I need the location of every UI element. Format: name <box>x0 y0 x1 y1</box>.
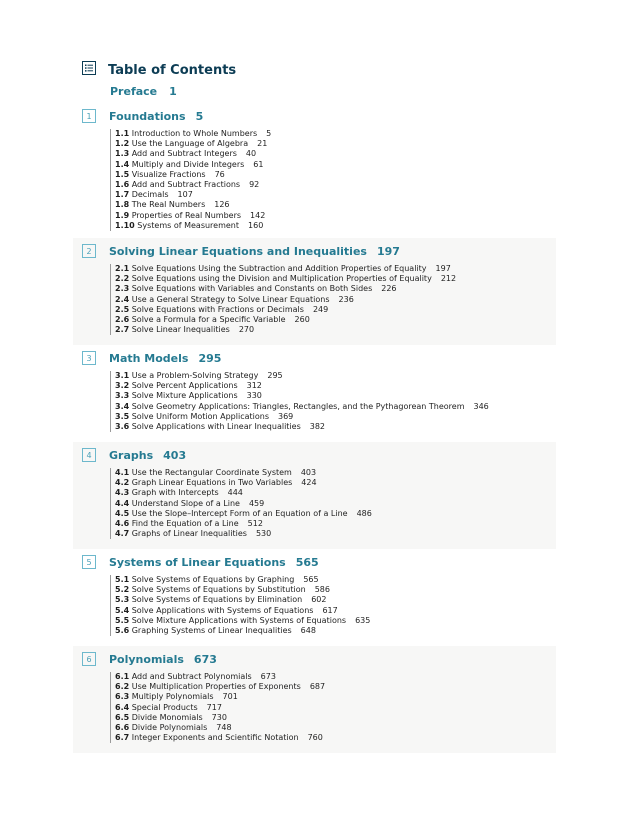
section-number: 2.7 <box>115 325 130 335</box>
section-number: 1.10 <box>115 220 135 230</box>
section-number: 2.5 <box>115 304 130 314</box>
section-title: Use a Problem-Solving Strategy <box>131 371 259 380</box>
section-title: Add and Subtract Integers <box>131 149 237 159</box>
chapter-page: 673 <box>193 652 217 666</box>
section-page: 717 <box>206 702 222 712</box>
chapter-title <box>109 556 319 569</box>
section-item[interactable] <box>115 170 556 180</box>
section-item[interactable] <box>115 129 556 139</box>
section-page: 530 <box>255 529 272 539</box>
section-title: Graphs of Linear Inequalities <box>131 529 247 539</box>
preface-page: 1 <box>169 85 177 98</box>
section-title: Solve Geometry Applications: Triangles, Rectangles, and the Pythagorean Theorem <box>131 401 465 411</box>
section-number: 5.3 <box>115 595 130 605</box>
chapter-title-text: Polynomials <box>109 652 184 666</box>
chapter-title <box>109 110 203 123</box>
section-title: Multiply and Divide Integers <box>131 159 245 169</box>
chapter-heading[interactable] <box>73 549 556 575</box>
section-item[interactable] <box>115 723 556 733</box>
section-item[interactable] <box>115 325 556 335</box>
section-title: Solve Applications with Systems of Equations <box>131 605 314 615</box>
section-item[interactable] <box>115 305 556 315</box>
chapter-title-text: Graphs <box>109 448 154 462</box>
section-title: Solve Percent Applications <box>131 381 238 391</box>
section-item[interactable] <box>115 672 556 682</box>
chapter-title-text: Solving Linear Equations and Inequalities <box>109 244 367 258</box>
section-number: 5.2 <box>115 585 130 595</box>
section-number: 5.5 <box>115 615 130 625</box>
section-number: 4.3 <box>115 488 130 498</box>
section-number: 6.5 <box>115 712 130 722</box>
section-title: Solve Uniform Motion Applications <box>131 411 269 421</box>
list-icon <box>82 61 96 75</box>
section-title: Use the Language of Algebra <box>131 139 249 149</box>
chapter-title-text: Systems of Linear Equations <box>109 555 286 569</box>
section-list <box>110 575 556 636</box>
section-page: 5 <box>266 129 272 138</box>
chapter-number-badge: 2 <box>82 244 96 258</box>
section-page: 76 <box>214 169 225 179</box>
section-number: 3.6 <box>115 422 130 432</box>
section-number: 5.1 <box>115 575 130 584</box>
section-title: Systems of Measurement <box>137 220 240 230</box>
section-title: Solve Systems of Equations by Elimination <box>131 595 303 605</box>
section-item[interactable] <box>115 585 556 595</box>
section-title: Graphing Systems of Linear Inequalities <box>131 626 292 636</box>
section-item[interactable] <box>115 595 556 605</box>
section-number: 5.4 <box>115 605 130 615</box>
section-number: 4.6 <box>115 519 130 529</box>
section-title: Divide Monomials <box>131 712 203 722</box>
chapter-number-badge: 4 <box>82 448 96 462</box>
section-number: 6.4 <box>115 702 130 712</box>
section-number: 5.6 <box>115 626 130 636</box>
section-title: Solve Systems of Equations by Substitution <box>131 585 306 595</box>
section-number: 1.2 <box>115 139 130 149</box>
section-item[interactable] <box>115 412 556 422</box>
chapter-3 <box>73 345 556 442</box>
section-number: 6.6 <box>115 723 130 733</box>
section-title: Use a General Strategy to Solve Linear Equations <box>131 294 330 304</box>
section-list <box>110 672 556 743</box>
chapter-heading[interactable] <box>73 646 556 672</box>
section-item[interactable] <box>115 606 556 616</box>
section-item[interactable] <box>115 468 556 478</box>
section-item[interactable] <box>115 149 556 159</box>
chapter-4 <box>73 442 556 549</box>
section-list <box>110 371 556 432</box>
section-page: 197 <box>435 264 451 273</box>
section-item[interactable] <box>115 139 556 149</box>
section-item[interactable] <box>115 733 556 743</box>
section-item[interactable] <box>115 371 556 381</box>
section-title: Integer Exponents and Scientific Notation <box>131 733 299 743</box>
section-page: 424 <box>301 478 317 488</box>
section-title: Solve Equations using the Division and Multiplication Properties of Equality <box>131 274 432 284</box>
section-title: Graph Linear Equations in Two Variables <box>131 478 293 488</box>
section-page: 635 <box>355 615 371 625</box>
section-title: Solve a Formula for a Specific Variable <box>131 315 286 325</box>
section-item[interactable] <box>115 180 556 190</box>
section-item[interactable] <box>115 509 556 519</box>
section-number: 1.8 <box>115 200 130 210</box>
section-title: Special Products <box>131 702 198 712</box>
section-item[interactable] <box>115 381 556 391</box>
section-number: 6.1 <box>115 672 130 681</box>
chapter-number-badge: 1 <box>82 109 96 123</box>
chapter-1 <box>73 103 556 237</box>
section-number: 6.2 <box>115 682 130 692</box>
section-list <box>110 129 556 231</box>
section-page: 295 <box>267 371 283 380</box>
section-item[interactable] <box>115 391 556 401</box>
section-page: 92 <box>249 180 260 190</box>
section-item[interactable] <box>115 529 556 539</box>
section-title: Graph with Intercepts <box>131 488 219 498</box>
section-page: 617 <box>322 605 338 615</box>
section-item[interactable] <box>115 160 556 170</box>
section-number: 2.1 <box>115 264 130 273</box>
chapter-heading[interactable] <box>73 442 556 468</box>
section-page: 126 <box>214 200 230 210</box>
section-page: 748 <box>216 723 232 733</box>
section-item[interactable] <box>115 402 556 412</box>
section-page: 459 <box>248 498 265 508</box>
section-title: Find the Equation of a Line <box>131 519 239 529</box>
section-page: 160 <box>248 220 264 230</box>
section-number: 4.7 <box>115 529 130 539</box>
section-page: 346 <box>473 401 489 411</box>
section-title: Use Multiplication Properties of Exponents <box>131 682 301 692</box>
section-title: Multiply Polynomials <box>131 692 214 702</box>
section-number: 1.3 <box>115 149 130 159</box>
section-number: 1.9 <box>115 210 130 220</box>
section-number: 1.5 <box>115 169 130 179</box>
section-page: 330 <box>246 391 262 401</box>
section-page: 369 <box>278 411 294 421</box>
section-title: Solve Linear Inequalities <box>131 325 230 335</box>
section-title: Add and Subtract Fractions <box>131 180 241 190</box>
chapter-title <box>109 352 221 365</box>
section-number: 4.4 <box>115 498 130 508</box>
section-page: 236 <box>338 294 354 304</box>
section-number: 6.3 <box>115 692 130 702</box>
section-item[interactable] <box>115 274 556 284</box>
section-number: 1.7 <box>115 190 130 200</box>
chapter-number-badge: 5 <box>82 555 96 569</box>
section-page: 673 <box>260 672 276 681</box>
section-page: 312 <box>246 381 262 391</box>
section-number: 2.4 <box>115 294 130 304</box>
section-item[interactable] <box>115 284 556 294</box>
page-title: Table of Contents <box>108 63 237 78</box>
section-title: Divide Polynomials <box>131 723 208 733</box>
section-number: 3.4 <box>115 401 130 411</box>
section-page: 61 <box>253 159 264 169</box>
chapter-page: 197 <box>376 244 400 258</box>
section-page: 226 <box>381 284 397 294</box>
section-page: 701 <box>222 692 238 702</box>
section-page: 760 <box>307 733 323 743</box>
section-number: 4.2 <box>115 478 130 488</box>
section-item[interactable] <box>115 478 556 488</box>
section-title: Solve Mixture Applications <box>131 391 238 401</box>
chapter-title-text: Foundations <box>109 109 186 123</box>
section-page: 444 <box>227 488 243 498</box>
section-number: 1.4 <box>115 159 130 169</box>
section-title: Solve Mixture Applications with Systems of Equations <box>131 615 347 625</box>
section-item[interactable] <box>115 221 556 231</box>
chapter-title-text: Math Models <box>109 351 189 365</box>
section-item[interactable] <box>115 703 556 713</box>
section-number: 1.1 <box>115 129 130 138</box>
section-number: 4.1 <box>115 468 130 477</box>
section-title: Use the Slope–Intercept Form of an Equation of a Line <box>131 508 348 518</box>
section-number: 1.6 <box>115 180 130 190</box>
preface-link[interactable] <box>110 85 177 98</box>
section-title: Use the Rectangular Coordinate System <box>131 468 292 477</box>
chapter-list <box>73 103 556 753</box>
section-page: 212 <box>440 274 457 284</box>
section-item[interactable] <box>115 295 556 305</box>
section-page: 270 <box>238 325 255 335</box>
section-item[interactable] <box>115 190 556 200</box>
chapter-page: 295 <box>198 351 222 365</box>
section-page: 142 <box>250 210 266 220</box>
chapter-title <box>109 653 217 666</box>
chapter-title <box>109 245 400 258</box>
chapter-page: 5 <box>195 109 204 123</box>
section-title: Solve Systems of Equations by Graphing <box>131 575 295 584</box>
chapter-heading[interactable] <box>73 103 556 129</box>
chapter-6 <box>73 646 556 753</box>
section-item[interactable] <box>115 488 556 498</box>
section-title: Visualize Fractions <box>131 169 206 179</box>
section-item[interactable] <box>115 692 556 702</box>
toc-header <box>82 58 236 78</box>
section-number: 4.5 <box>115 508 130 518</box>
section-page: 107 <box>177 190 193 200</box>
section-page: 249 <box>312 304 329 314</box>
section-title: Properties of Real Numbers <box>131 210 242 220</box>
section-page: 260 <box>294 315 310 325</box>
section-item[interactable] <box>115 200 556 210</box>
section-title: Decimals <box>131 190 169 200</box>
section-number: 2.3 <box>115 284 130 294</box>
section-title: Add and Subtract Polynomials <box>131 672 252 681</box>
section-item[interactable] <box>115 315 556 325</box>
chapter-title <box>109 449 186 462</box>
section-item[interactable] <box>115 499 556 509</box>
section-page: 730 <box>211 712 227 722</box>
section-item[interactable] <box>115 264 556 274</box>
chapter-number-badge: 6 <box>82 652 96 666</box>
section-page: 687 <box>309 682 326 692</box>
chapter-5 <box>73 549 556 646</box>
section-title: Solve Equations Using the Subtraction and Addition Properties of Equality <box>131 264 427 273</box>
section-number: 2.6 <box>115 315 130 325</box>
section-title: Solve Equations with Variables and Constants on Both Sides <box>131 284 373 294</box>
section-title: Understand Slope of a Line <box>131 498 240 508</box>
section-number: 3.3 <box>115 391 130 401</box>
section-page: 403 <box>300 468 317 477</box>
section-list <box>110 264 556 335</box>
chapter-heading[interactable] <box>73 238 556 264</box>
section-item[interactable] <box>115 682 556 692</box>
section-number: 3.2 <box>115 381 130 391</box>
section-item[interactable] <box>115 616 556 626</box>
section-number: 3.1 <box>115 371 130 380</box>
section-page: 602 <box>311 595 327 605</box>
section-page: 586 <box>314 585 330 595</box>
chapter-2 <box>73 238 556 345</box>
section-page: 565 <box>303 575 319 584</box>
section-item[interactable] <box>115 575 556 585</box>
section-page: 40 <box>245 149 257 159</box>
section-title: Solve Equations with Fractions or Decimals <box>131 304 304 314</box>
section-item[interactable] <box>115 713 556 723</box>
section-item[interactable] <box>115 519 556 529</box>
section-item[interactable] <box>115 626 556 636</box>
section-list <box>110 468 556 539</box>
section-title: The Real Numbers <box>131 200 206 210</box>
chapter-page: 403 <box>163 448 187 462</box>
section-number: 3.5 <box>115 411 130 421</box>
section-number: 2.2 <box>115 274 130 284</box>
section-page: 486 <box>356 508 372 518</box>
preface-label: Preface <box>110 85 158 98</box>
chapter-number-badge: 3 <box>82 351 96 365</box>
section-page: 21 <box>257 139 268 149</box>
chapter-page: 565 <box>295 555 319 569</box>
section-item[interactable] <box>115 422 556 432</box>
chapter-heading[interactable] <box>73 345 556 371</box>
section-title: Introduction to Whole Numbers <box>131 129 258 138</box>
section-page: 382 <box>309 422 326 432</box>
section-item[interactable] <box>115 211 556 221</box>
section-number: 6.7 <box>115 733 130 743</box>
section-page: 512 <box>247 519 263 529</box>
section-title: Solve Applications with Linear Inequalities <box>131 422 301 432</box>
section-page: 648 <box>300 626 316 636</box>
